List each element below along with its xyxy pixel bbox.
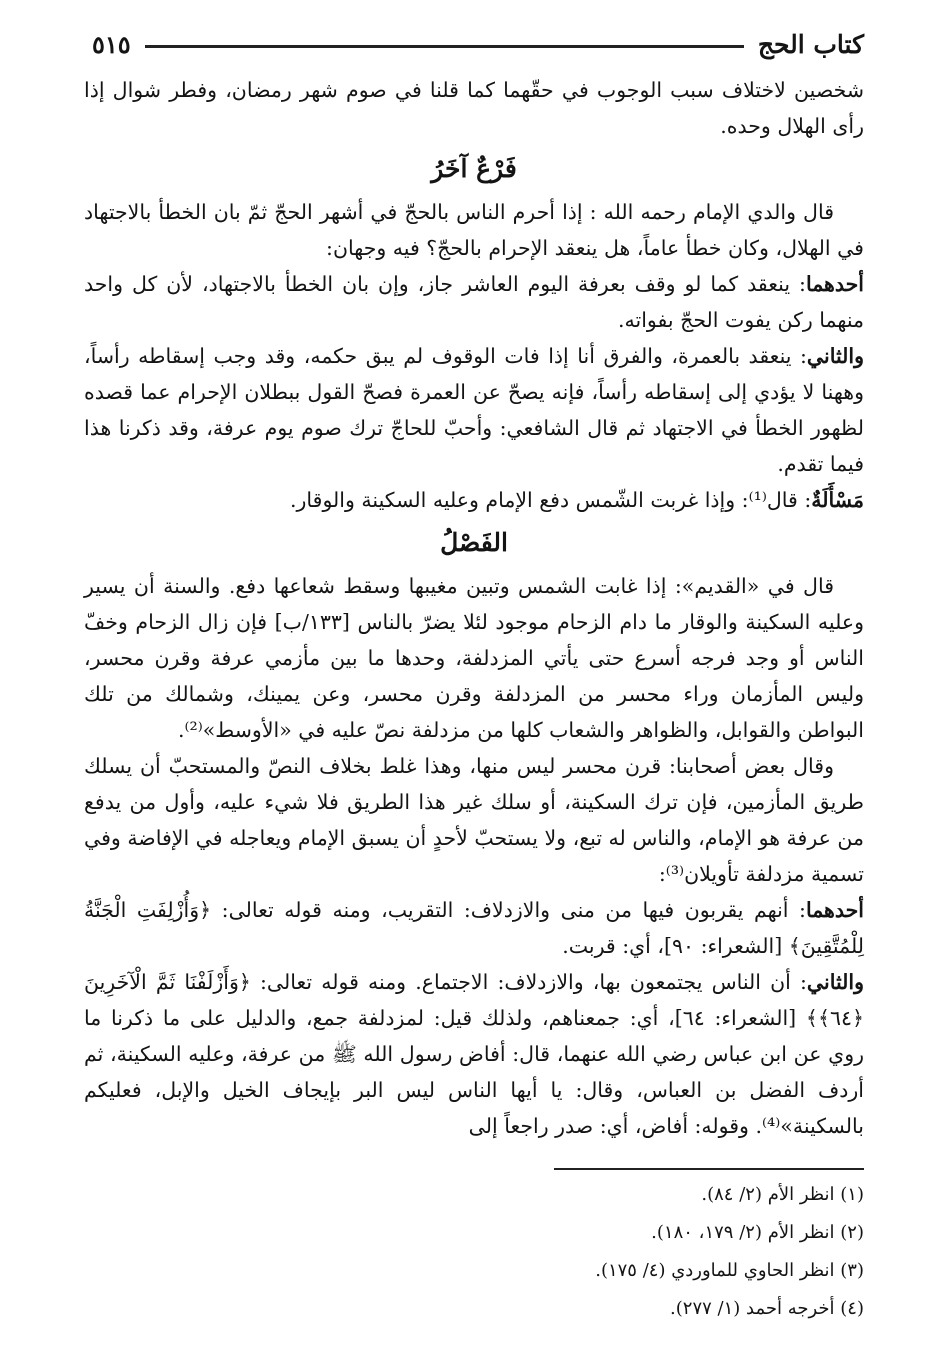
- footnote: (١) انظر الأم (٢/ ٨٤).: [701, 1184, 864, 1205]
- book-title: كتاب الحج: [757, 29, 864, 59]
- paragraph-lead: مَسْأَلَةٌ: [811, 488, 864, 512]
- paragraph-masala: [84, 482, 864, 518]
- paragraph-text: : ينعقد كما لو وقف بعرفة اليوم العاشر جاز، وإن بان الخطأ بالاجتهاد، لأن كل واحد منهما ركن يفوت الحجّ بفواته.: [84, 272, 864, 332]
- page-number: ٥١٥: [92, 29, 131, 59]
- paragraph-first-view: [84, 266, 864, 338]
- header-rule: [145, 45, 744, 48]
- footnote: (٣) انظر الحاوي للماوردي (٤/ ١٧٥).: [595, 1260, 864, 1281]
- paragraph-text: : أن الناس يجتمعون بها، والازدلاف: الاجتماع. ومنه قوله تعالى: ﴿وَأَزْلَفْنَا ثَمَّ الْآخَرِينَ ﴿٦٤﴾﴾ [الشعراء: ٦٤]، أي: جمعناهم، ولذلك قيل: لمزدلفة جمع، والدليل على ما ذكرنا ما روي عن ابن عباس رضي الله عنهما، قال: أفاض رسول الله ﷺ من عرفة، وعليه السكينة، ثم أردف الفضل بن العباس، وقال: يا أيها الناس ليس البر بإيجاف الخيل والإبل، فعليكم بالسكينة»⁽⁴⁾. وقوله: أفاض، أي: صدر راجعاً إلى: [84, 970, 865, 1138]
- footnote: (٤) أخرجه أحمد (١/ ٢٧٧).: [670, 1298, 864, 1319]
- footnote: (٢) انظر الأم (٢/ ١٧٩، ١٨٠).: [651, 1222, 864, 1243]
- paragraph-lead: والثاني: [806, 970, 864, 994]
- paragraph: قال والدي الإمام رحمه الله : إذا أحرم الناس بالحجّ في أشهر الحجّ ثمّ بان الخطأ بالاجتهاد في الهلال، وكان خطأ عاماً، هل ينعقد الإحرام بالحجّ؟ فيه وجهان:: [84, 200, 864, 260]
- paragraph-lead: أحدهما: [805, 272, 864, 296]
- paragraph-text: : ينعقد بالعمرة، والفرق أنا إذا فات الوقوف لم يبق حكمه، وقد وجب إسقاطه رأساً، وههنا لا يؤدي إلى إسقاطه رأساً، فإنه يصحّ عن العمرة فصحّ القول ببطلان الإحرام عما قصده لظهور الخطأ في الاجتهاد ثم قال الشافعي: وأحبّ للحاجّ ترك صوم يوم عرفة، وقد ذكرنا هذا فيما تقدم.: [84, 344, 864, 476]
- paragraph-text: : أنهم يقربون فيها من منى والازدلاف: التقريب، ومنه قوله تعالى: ﴿وَأُزْلِفَتِ الْجَنَّةُ لِلْمُتَّقِينَ﴾ [الشعراء: ٩٠]، أي: قربت.: [84, 898, 864, 958]
- footnotes: [84, 1176, 864, 1328]
- paragraph-lead: أحدهما: [805, 898, 864, 922]
- paragraph-second-meaning: [84, 964, 864, 1144]
- page-body: [84, 72, 864, 1144]
- paragraph-continuation: شخصين لاختلاف سبب الوجوب في حقّهما كما قلنا في صوم شهر رمضان، وفطر شوال إذا رأى الهلال وحده.: [84, 78, 864, 138]
- paragraph: وقال بعض أصحابنا: قرن محسر ليس منها، وهذا غلط بخلاف النصّ والمستحبّ أن يسلك طريق المأزمين، فإن ترك السكينة، أو سلك غير هذا الطريق فلا شيء عليه، وأول من يدفع من عرفة هو الإمام، والناس له تبع، ولا يستحبّ لأحدٍ أن يسبق الإمام ويعاجله في الإفاضة وفي تسمية مزدلفة تأويلان⁽³⁾:: [84, 754, 864, 886]
- section-heading-fasl: الفَصْلُ: [440, 528, 508, 557]
- paragraph-text: : قال⁽¹⁾: وإذا غربت الشّمس دفع الإمام وعليه السكينة والوقار.: [289, 488, 812, 512]
- page-header: [92, 24, 864, 64]
- paragraph: قال في «القديم»: إذا غابت الشمس وتبين مغيبها وسقط شعاعها دفع. والسنة أن يسير وعليه السكينة والوقار ما دام الزحام موجود لئلا يضرّ بالناس [١٣٣/ب] فإن زال الزحام وخفّ الناس أو وجد فرجه أسرع حتى يأتي المزدلفة، وحدها ما بين مأزمي عرفة وقرن محسر، وليس المأزمان وراء محسر من المزدلفة وقرن محسر، وعن يمينك، وشمالك من تلك البواطن والقوابل، والظواهر والشعاب كلها من مزدلفة نصّ عليه في «الأوسط»⁽²⁾.: [84, 574, 864, 742]
- paragraph-second-view: [84, 338, 864, 482]
- section-heading-far-akhar: فَرْعٌ آخَرُ: [431, 154, 517, 183]
- footnote-separator: [554, 1168, 864, 1170]
- paragraph-lead: والثاني: [806, 344, 864, 368]
- paragraph-first-meaning: [84, 892, 864, 964]
